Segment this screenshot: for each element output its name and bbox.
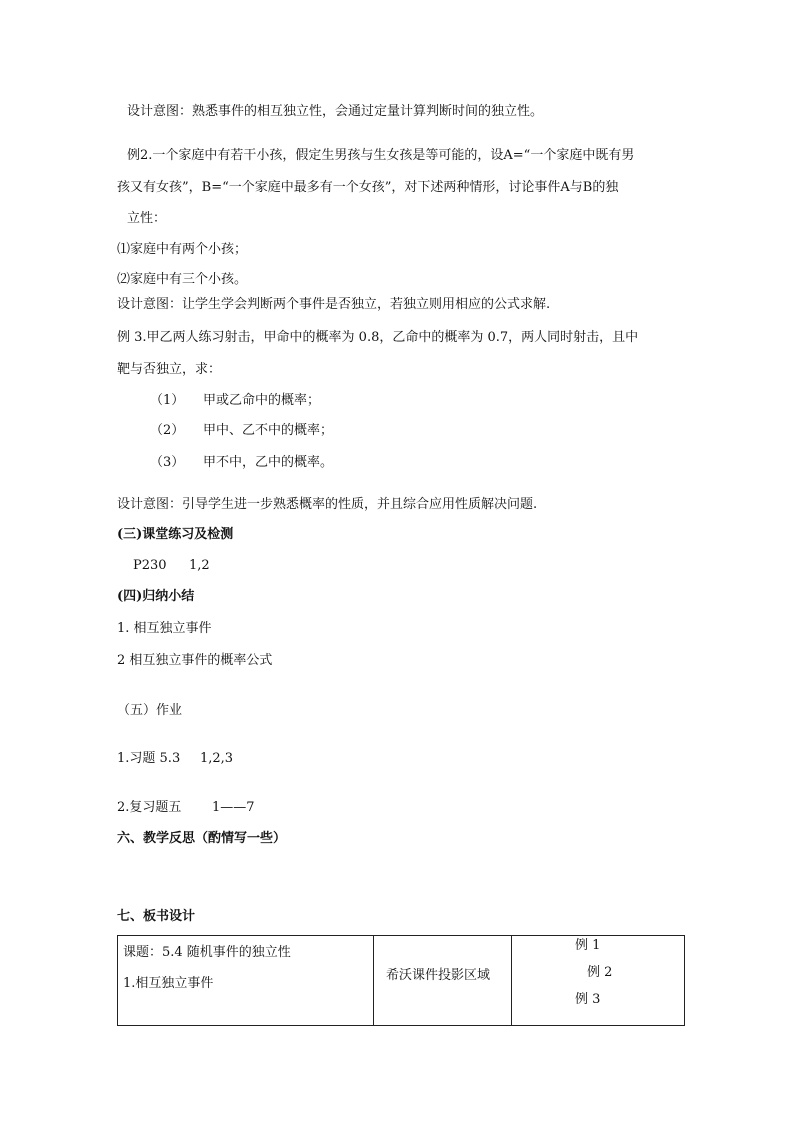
design-intent-1: 设计意图：熟悉事件的相互独立性，会通过定量计算判断时间的独立性。: [127, 104, 544, 119]
board-example-3: 例 3: [575, 992, 601, 1007]
example-3-item-3-text: 甲不中，乙中的概率。: [203, 455, 334, 470]
example-3-item-1-text: 甲或乙命中的概率；: [203, 393, 321, 408]
example-2-line-3: 立性：: [127, 211, 167, 226]
board-middle-cell: [374, 936, 512, 1026]
design-intent-3: 设计意图：引导学生进一步熟悉概率的性质，并且综合应用性质解决问题.: [117, 497, 538, 512]
example-2-case-2: ⑵家庭中有三个小孩。: [117, 272, 248, 287]
example-3-item-1-number: （1）: [150, 393, 185, 408]
example-3-item-2-text: 甲中、乙不中的概率；: [203, 423, 334, 438]
section-3-heading: (三)课堂练习及检测: [117, 527, 234, 542]
board-example-2: 例 2: [587, 965, 613, 980]
section-5-item-1-numbers: 1,2,3: [200, 751, 234, 766]
example-3-item-2-number: （2）: [150, 423, 185, 438]
design-intent-2: 设计意图：让学生学会判断两个事件是否独立，若独立则用相应的公式求解.: [117, 297, 551, 312]
board-right-cell: [512, 936, 685, 1026]
example-2-line-1: 例2.一个家庭中有若干小孩，假定生男孩与生女孩是等可能的，设A=“一个家庭中既有男: [127, 148, 635, 163]
section-7-heading: 七、板书设计: [117, 909, 196, 924]
board-example-1: 例 1: [575, 938, 601, 953]
board-projection-area: 希沃课件投影区域: [386, 968, 491, 983]
section-4-heading: (四)归纳小结: [117, 589, 195, 604]
board-left-cell: [118, 936, 374, 1026]
board-subtopic: 1.相互独立事件: [123, 976, 214, 991]
section-5-item-2-numbers: 1——7: [212, 800, 255, 815]
section-6-heading: 六、教学反思（酌情写一些）: [117, 831, 287, 846]
example-2-case-1: ⑴家庭中有两个小孩；: [117, 242, 248, 257]
example-2-line-2: 孩又有女孩”，B=“一个家庭中最多有一个女孩”，对下述两种情形，讨论事件A与B的独: [117, 180, 619, 195]
example-3-item-3-number: （3）: [150, 455, 185, 470]
section-3-problems: 1,2: [189, 558, 210, 573]
section-5-heading: （五）作业: [117, 703, 183, 718]
board-topic: 课题：5.4 随机事件的独立性: [123, 945, 291, 960]
board-design-table: [117, 935, 685, 1026]
example-3-line-2: 靶与否独立，求：: [117, 362, 222, 377]
section-5-item-2-label: 2.复习题五: [117, 800, 182, 815]
example-3-line-1: 例 3.甲乙两人练习射击，甲命中的概率为 0.8，乙命中的概率为 0.7，两人同时射击，且中: [117, 330, 639, 345]
section-3-page: P230: [133, 558, 167, 573]
section-5-item-1-label: 1.习题 5.3: [117, 751, 181, 766]
section-4-item-2: 2 相互独立事件的概率公式: [117, 653, 273, 668]
section-4-item-1: 1. 相互独立事件: [117, 621, 212, 636]
